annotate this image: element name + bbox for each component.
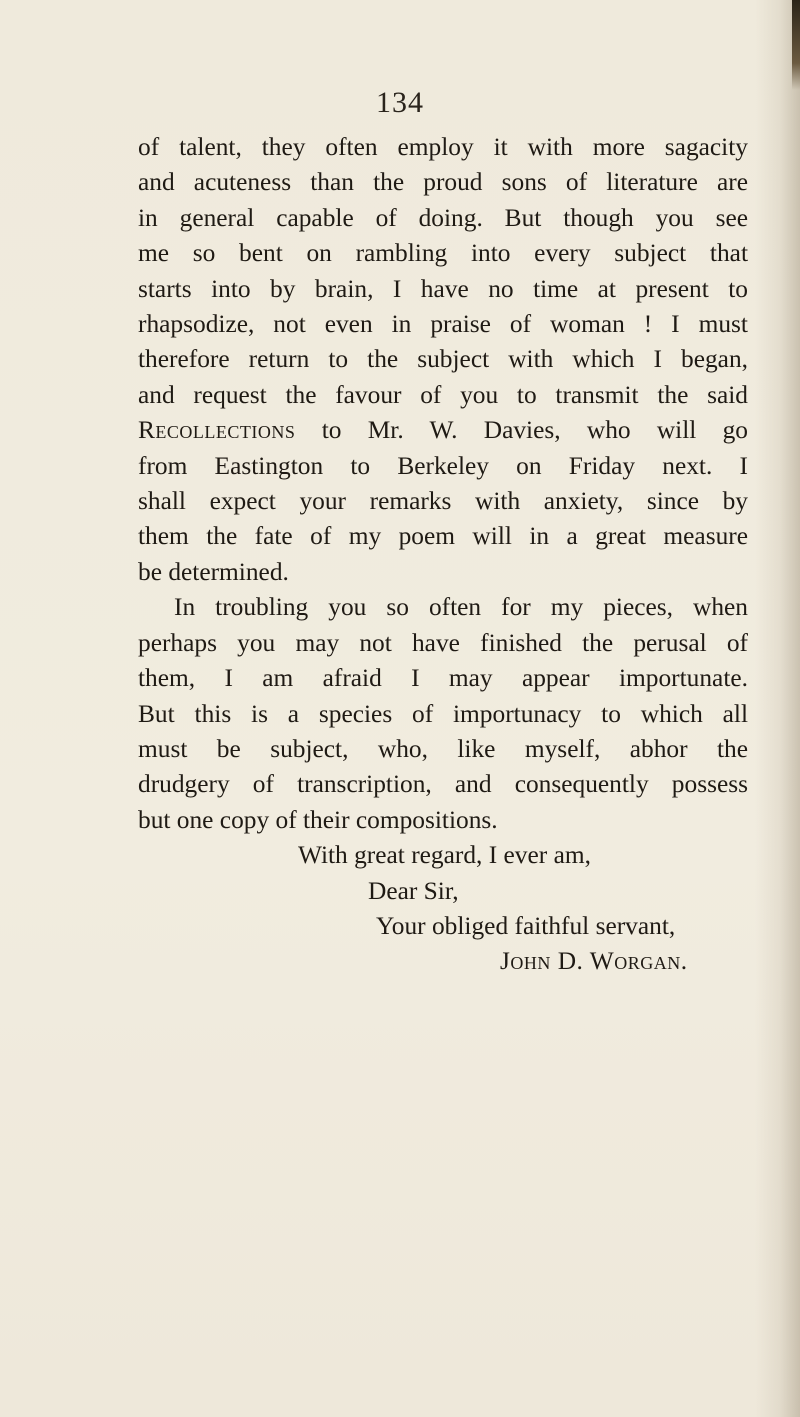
signature-name: John D. Worgan. [500, 947, 688, 976]
body-line-recollections: Recollections to Mr. W. Davies, who will go [138, 416, 748, 445]
body-line-paragraph-start: In troubling you so often for my pieces, when [174, 593, 748, 622]
body-line: must be subject, who, like myself, abhor the [138, 734, 748, 763]
body-line: shall expect your remarks with anxiety, since by [138, 487, 748, 516]
small-caps-word: Recollections [138, 416, 296, 445]
body-line: from Eastington to Berkeley on Friday next. I [138, 451, 748, 480]
body-line: in general capable of doing. But though you see [138, 203, 748, 232]
body-line: be determined. [138, 557, 289, 586]
body-line: starts into by brain, I have no time at present to [138, 274, 748, 303]
body-line: me so bent on rambling into every subject that [138, 239, 748, 268]
body-line: of talent, they often employ it with more sagacity [138, 133, 748, 161]
closing-regards: With great regard, I ever am, [298, 841, 591, 870]
body-line: But this is a species of importunacy to which all [138, 699, 748, 728]
body-line: but one copy of their compositions. [138, 805, 498, 834]
closing-servant: Your obliged faithful servant, [376, 911, 676, 940]
body-line: and acuteness than the proud sons of literature are [138, 168, 748, 197]
body-line: rhapsodize, not even in praise of woman ! I must [138, 310, 748, 339]
letter-body [138, 130, 748, 980]
page-edge-shadow [792, 0, 800, 90]
body-line: therefore return to the subject with which I began, [138, 345, 748, 374]
body-line: them, I am afraid I may appear importunate. [138, 664, 748, 693]
body-line: perhaps you may not have finished the perusal of [138, 628, 748, 657]
closing-salutation: Dear Sir, [368, 876, 459, 905]
body-line: drudgery of transcription, and consequently possess [138, 770, 748, 799]
body-line: and request the favour of you to transmit the said [138, 380, 748, 409]
page-number: 134 [376, 86, 424, 119]
body-line: them the fate of my poem will in a great measure [138, 522, 748, 551]
